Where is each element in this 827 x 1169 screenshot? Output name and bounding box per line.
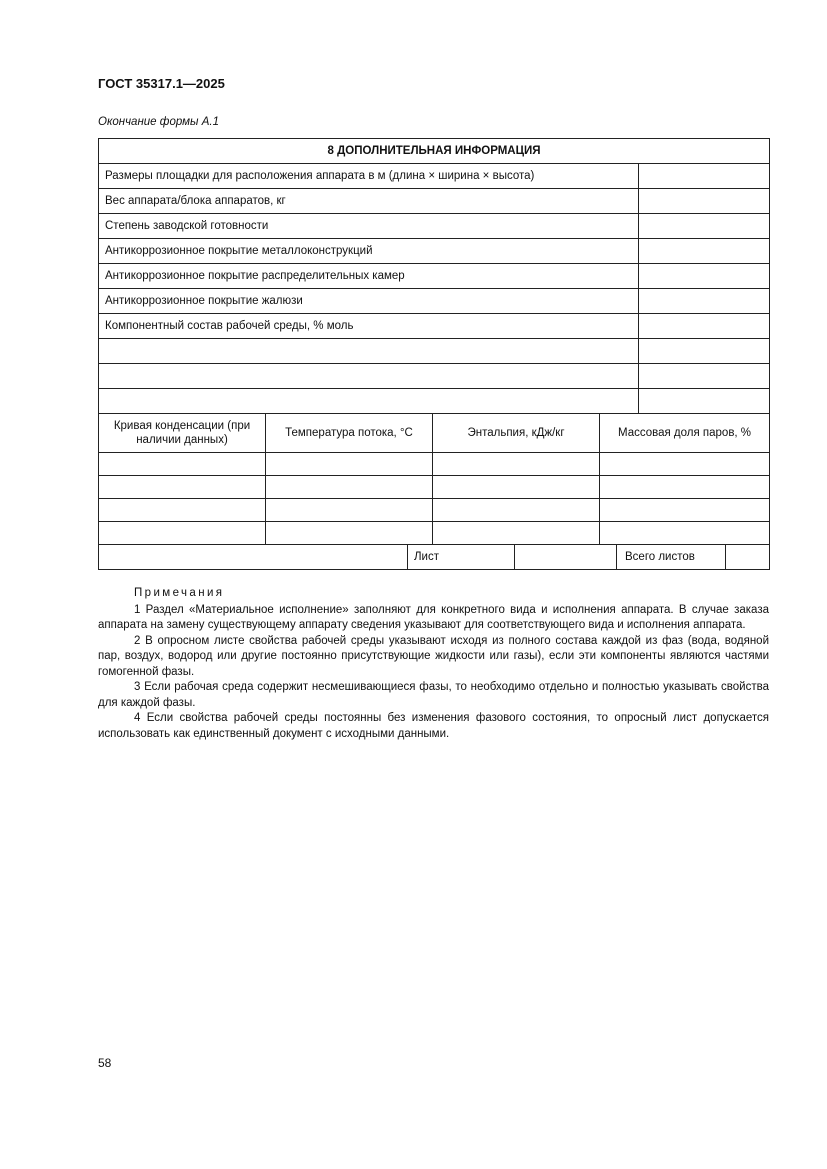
table-title-row bbox=[99, 139, 770, 164]
column-header-temperature: Температура потока, °С bbox=[266, 414, 433, 453]
value-cell[interactable] bbox=[639, 189, 770, 214]
value-cell[interactable] bbox=[639, 339, 770, 364]
section-title: 8 ДОПОЛНИТЕЛЬНАЯ ИНФОРМАЦИЯ bbox=[99, 139, 770, 164]
property-label[interactable] bbox=[99, 364, 639, 389]
notes-block bbox=[98, 586, 769, 742]
property-label: Компонентный состав рабочей среды, % моль bbox=[99, 314, 639, 339]
data-cell[interactable] bbox=[266, 499, 433, 522]
data-cell[interactable] bbox=[433, 453, 600, 476]
document-header: ГОСТ 35317.1—2025 bbox=[98, 76, 225, 91]
condensation-header-row bbox=[99, 414, 770, 453]
value-cell[interactable] bbox=[639, 239, 770, 264]
property-label[interactable] bbox=[99, 389, 639, 414]
additional-info-table bbox=[98, 138, 770, 570]
table-row bbox=[99, 389, 770, 414]
property-label: Антикоррозионное покрытие распределительных камер bbox=[99, 264, 639, 289]
value-cell[interactable] bbox=[639, 214, 770, 239]
property-label: Степень заводской готовности bbox=[99, 214, 639, 239]
table-row bbox=[99, 239, 770, 264]
data-cell[interactable] bbox=[266, 476, 433, 499]
table-row bbox=[99, 164, 770, 189]
table-row bbox=[99, 364, 770, 389]
table-row bbox=[99, 214, 770, 239]
note-item: 2 В опросном листе свойства рабочей среды указывают исходя из полного состава каждой из фаз (вода, водяной пар, воздух, водород или другие постоянно присутствующие жидкости или газы), если эти компоненты являются частями гомогенной фазы. bbox=[98, 634, 769, 678]
table-row bbox=[99, 476, 770, 499]
data-cell[interactable] bbox=[600, 453, 770, 476]
table-row bbox=[99, 314, 770, 339]
table-row bbox=[99, 264, 770, 289]
data-cell[interactable] bbox=[99, 522, 266, 545]
value-cell[interactable] bbox=[639, 364, 770, 389]
value-cell[interactable] bbox=[639, 264, 770, 289]
data-cell[interactable] bbox=[266, 453, 433, 476]
note-item: 4 Если свойства рабочей среды постоянны без изменения фазового состояния, то опросный лист допускается использовать как единственный документ с исходными данными. bbox=[98, 712, 769, 740]
data-cell[interactable] bbox=[433, 522, 600, 545]
table-row bbox=[99, 289, 770, 314]
data-cell[interactable] bbox=[600, 476, 770, 499]
data-cell[interactable] bbox=[99, 499, 266, 522]
note-item: 3 Если рабочая среда содержит несмешивающиеся фазы, то необходимо отдельно и полностью указывать свойства для каждой фазы. bbox=[98, 681, 769, 709]
property-label: Антикоррозионное покрытие металлоконструкций bbox=[99, 239, 639, 264]
total-sheets-field[interactable] bbox=[726, 545, 769, 569]
column-header-curve: Кривая конденсации (при наличии данных) bbox=[99, 414, 266, 453]
column-header-enthalpy: Энтальпия, кДж/кг bbox=[433, 414, 600, 453]
form-continuation-label: Окончание формы А.1 bbox=[98, 116, 219, 128]
property-label: Антикоррозионное покрытие жалюзи bbox=[99, 289, 639, 314]
data-cell[interactable] bbox=[433, 499, 600, 522]
property-label: Размеры площадки для расположения аппарата в м (длина × ширина × высота) bbox=[99, 164, 639, 189]
value-cell[interactable] bbox=[639, 389, 770, 414]
footer-blank bbox=[99, 545, 408, 569]
data-cell[interactable] bbox=[266, 522, 433, 545]
sheet-label: Лист bbox=[408, 545, 515, 569]
sheet-footer-row bbox=[99, 545, 770, 570]
page-number: 58 bbox=[98, 1056, 112, 1070]
table-row bbox=[99, 189, 770, 214]
table-row bbox=[99, 522, 770, 545]
value-cell[interactable] bbox=[639, 164, 770, 189]
data-cell[interactable] bbox=[600, 499, 770, 522]
sheet-number-field[interactable] bbox=[515, 545, 617, 569]
table-row bbox=[99, 339, 770, 364]
column-header-vapor-fraction: Массовая доля паров, % bbox=[600, 414, 770, 453]
footer-cell bbox=[99, 545, 770, 570]
total-sheets-label: Всего листов bbox=[617, 545, 726, 569]
data-cell[interactable] bbox=[433, 476, 600, 499]
note-item: 1 Раздел «Материальное исполнение» заполняют для конкретного вида и исполнения аппарата. В случае заказа аппарата на замену существующему аппарату сведения указывают для соответствующего вида и исполнения аппарата. bbox=[98, 603, 769, 631]
data-cell[interactable] bbox=[99, 453, 266, 476]
property-label[interactable] bbox=[99, 339, 639, 364]
value-cell[interactable] bbox=[639, 289, 770, 314]
property-label: Вес аппарата/блока аппаратов, кг bbox=[99, 189, 639, 214]
data-cell[interactable] bbox=[99, 476, 266, 499]
data-cell[interactable] bbox=[600, 522, 770, 545]
value-cell[interactable] bbox=[639, 314, 770, 339]
table-row bbox=[99, 499, 770, 522]
table-row bbox=[99, 453, 770, 476]
notes-title: Примечания bbox=[134, 587, 225, 599]
